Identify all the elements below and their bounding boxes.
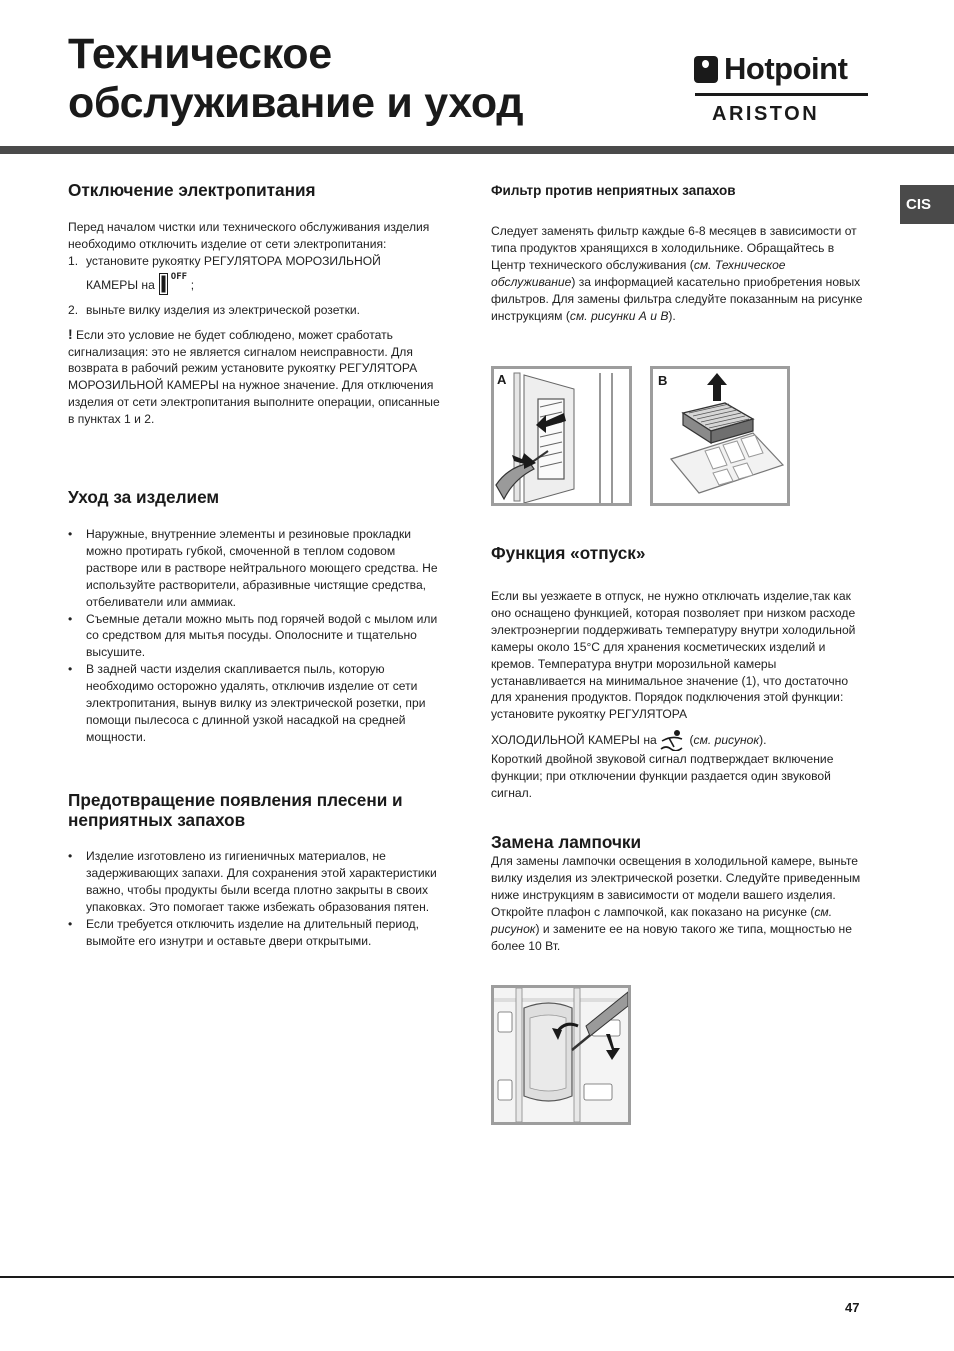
section-heading-care: Уход за изделием <box>68 487 220 507</box>
lamp-text-2: Откройте плафон с лампочкой, как показано на рисунке (см. рисунок) и замените ее на новую такого же типа, мощностью не более 10 Вт. <box>491 904 852 953</box>
mold-bullet-1: • Изделие изготовлено из гигиеничных материалов, не задерживающих запахи. Для сохранения этой характеристики важно, чтобы продукты были всегда плотно закрыты в своих упаковках. Это помогает также избежать образования пятен. <box>68 848 446 916</box>
vacation-text-2: ХОЛОДИЛЬНОЙ КАМЕРЫ на (см. рисунок). <box>491 729 869 751</box>
figure-b-illustration <box>653 369 787 503</box>
care-bullet-3: • В задней части изделия скапливается пыль, которую необходимо осторожно удалять, отключив изделие от сети электропитания, вынув вилку из электрической розетки, при помощи пылесоса с длинной узкой насадкой на средней мощности. <box>68 661 446 746</box>
section-heading-lamp: Замена лампочки <box>491 832 642 852</box>
section-lamp <box>491 853 869 954</box>
figure-a-letter: A <box>497 372 507 387</box>
figure-b-new-filter <box>650 366 790 506</box>
logo-sub: ARISTON <box>712 103 820 125</box>
care-bullet-1: • Наружные, внутренние элементы и резиновые прокладки можно протирать губкой, смоченной в теплом содовом растворе или в растворе нейтрального моющего средства. Не используйте растворители, абразивные чистящие средства, отбеливатели или аммиак. <box>68 526 446 611</box>
figure-a-illustration <box>494 369 629 503</box>
section-mold <box>68 848 446 949</box>
figure-b-letter: B <box>658 373 668 388</box>
care-bullet-2: • Съемные детали можно мыть под горячей водой с мылом или со средством для мытья посуды. Ополосните и тщательно высушите. <box>68 611 446 662</box>
language-tab: CIS <box>900 185 954 224</box>
vacation-text-1: Если вы уезжаете в отпуск, не нужно отключать изделие,так как оно оснащено функцией, которая позволяет при низком расходе электроэнергии поддерживать температуру внутри холодильной камеры около 15°С для хранения косметических изделий и кремов. Температура внутри морозильной камеры устанавливается на минимальное значение (1), что достаточно для хранения продуктов. Порядок подключения этой функции: установите рукоятку РЕГУЛЯТОРА <box>491 589 856 722</box>
hotpoint-mark-icon <box>694 56 718 83</box>
power-off-step-2: 2. выньте вилку изделия из электрической розетки. <box>68 302 360 317</box>
warning-mark: ! <box>68 325 73 342</box>
figure-a-filter-removal <box>491 366 632 506</box>
power-off-warning: ! Если это условие не будет соблюдено, может сработать сигнализация: это не является сигналом неисправности. Для возврата в рабочий режим установите рукоятку РЕГУЛЯТОРА МОРОЗИЛЬНОЙ КАМЕРЫ на нужное значение. Для отключения изделия от сети электропитания выполните операции, описанные в пунктах 1 и 2. <box>68 325 440 427</box>
section-heading-mold: Предотвращение появления плесени и неприятных запахов <box>68 790 403 830</box>
lamp-text-1: Для замены лампочки освещения в холодильной камере, выньте вилку изделия из электрической розетки. Следуйте приведенным ниже инструкциям в зависимости от модели вашего изделия. <box>491 854 861 902</box>
page-title-line1: Техническое <box>68 30 332 78</box>
figure-lamp-replacement <box>491 985 631 1125</box>
page-title <box>68 30 668 128</box>
vacation-mode-icon <box>660 729 686 751</box>
header-bar <box>0 146 954 154</box>
section-filter <box>491 223 869 324</box>
logo-divider <box>695 93 868 96</box>
page-number: 47 <box>845 1300 860 1315</box>
mold-bullet-2: • Если требуется отключить изделие на длительный период, вымойте его изнутри и оставьте двери открытыми. <box>68 916 446 950</box>
lamp-illustration <box>494 988 628 1122</box>
filter-text: Следует заменять фильтр каждые 6-8 месяцев в зависимости от типа продуктов хранящихся в холодильнике. Обращайтесь в Центр технического обслуживания (см. Техническое обслуживание) за информацией касательно приобретения новых фильтров. Для замены фильтра следуйте показанным на рисунке инструкциям (см. рисунки А и В). <box>491 224 863 323</box>
section-heading-filter: Фильтр против неприятных запахов <box>491 183 736 198</box>
hotpoint-ariston-logo <box>694 52 870 126</box>
freezer-off-icon: OFF <box>157 273 191 295</box>
section-power-off <box>68 219 448 428</box>
page-title-line2: обслуживание и уход <box>68 79 524 127</box>
section-heading-vacation: Функция «отпуск» <box>491 543 646 563</box>
vacation-text-3: Короткий двойной звуковой сигнал подтверждает включение функции; при отключении функции раздается один звуковой сигнал. <box>491 752 834 801</box>
power-off-step-1: 1. установите рукоятку РЕГУЛЯТОРА МОРОЗИЛЬНОЙ КАМЕРЫ на OFF ; <box>68 253 448 300</box>
footer-rule <box>0 1276 954 1278</box>
section-care <box>68 526 446 746</box>
section-vacation <box>491 588 869 802</box>
logo-brand: Hotpoint <box>724 51 848 86</box>
power-off-intro: Перед началом чистки или технического обслуживания изделия необходимо отключить изделие от сети электропитания: <box>68 220 430 251</box>
section-heading-power-off: Отключение электропитания <box>68 180 316 200</box>
